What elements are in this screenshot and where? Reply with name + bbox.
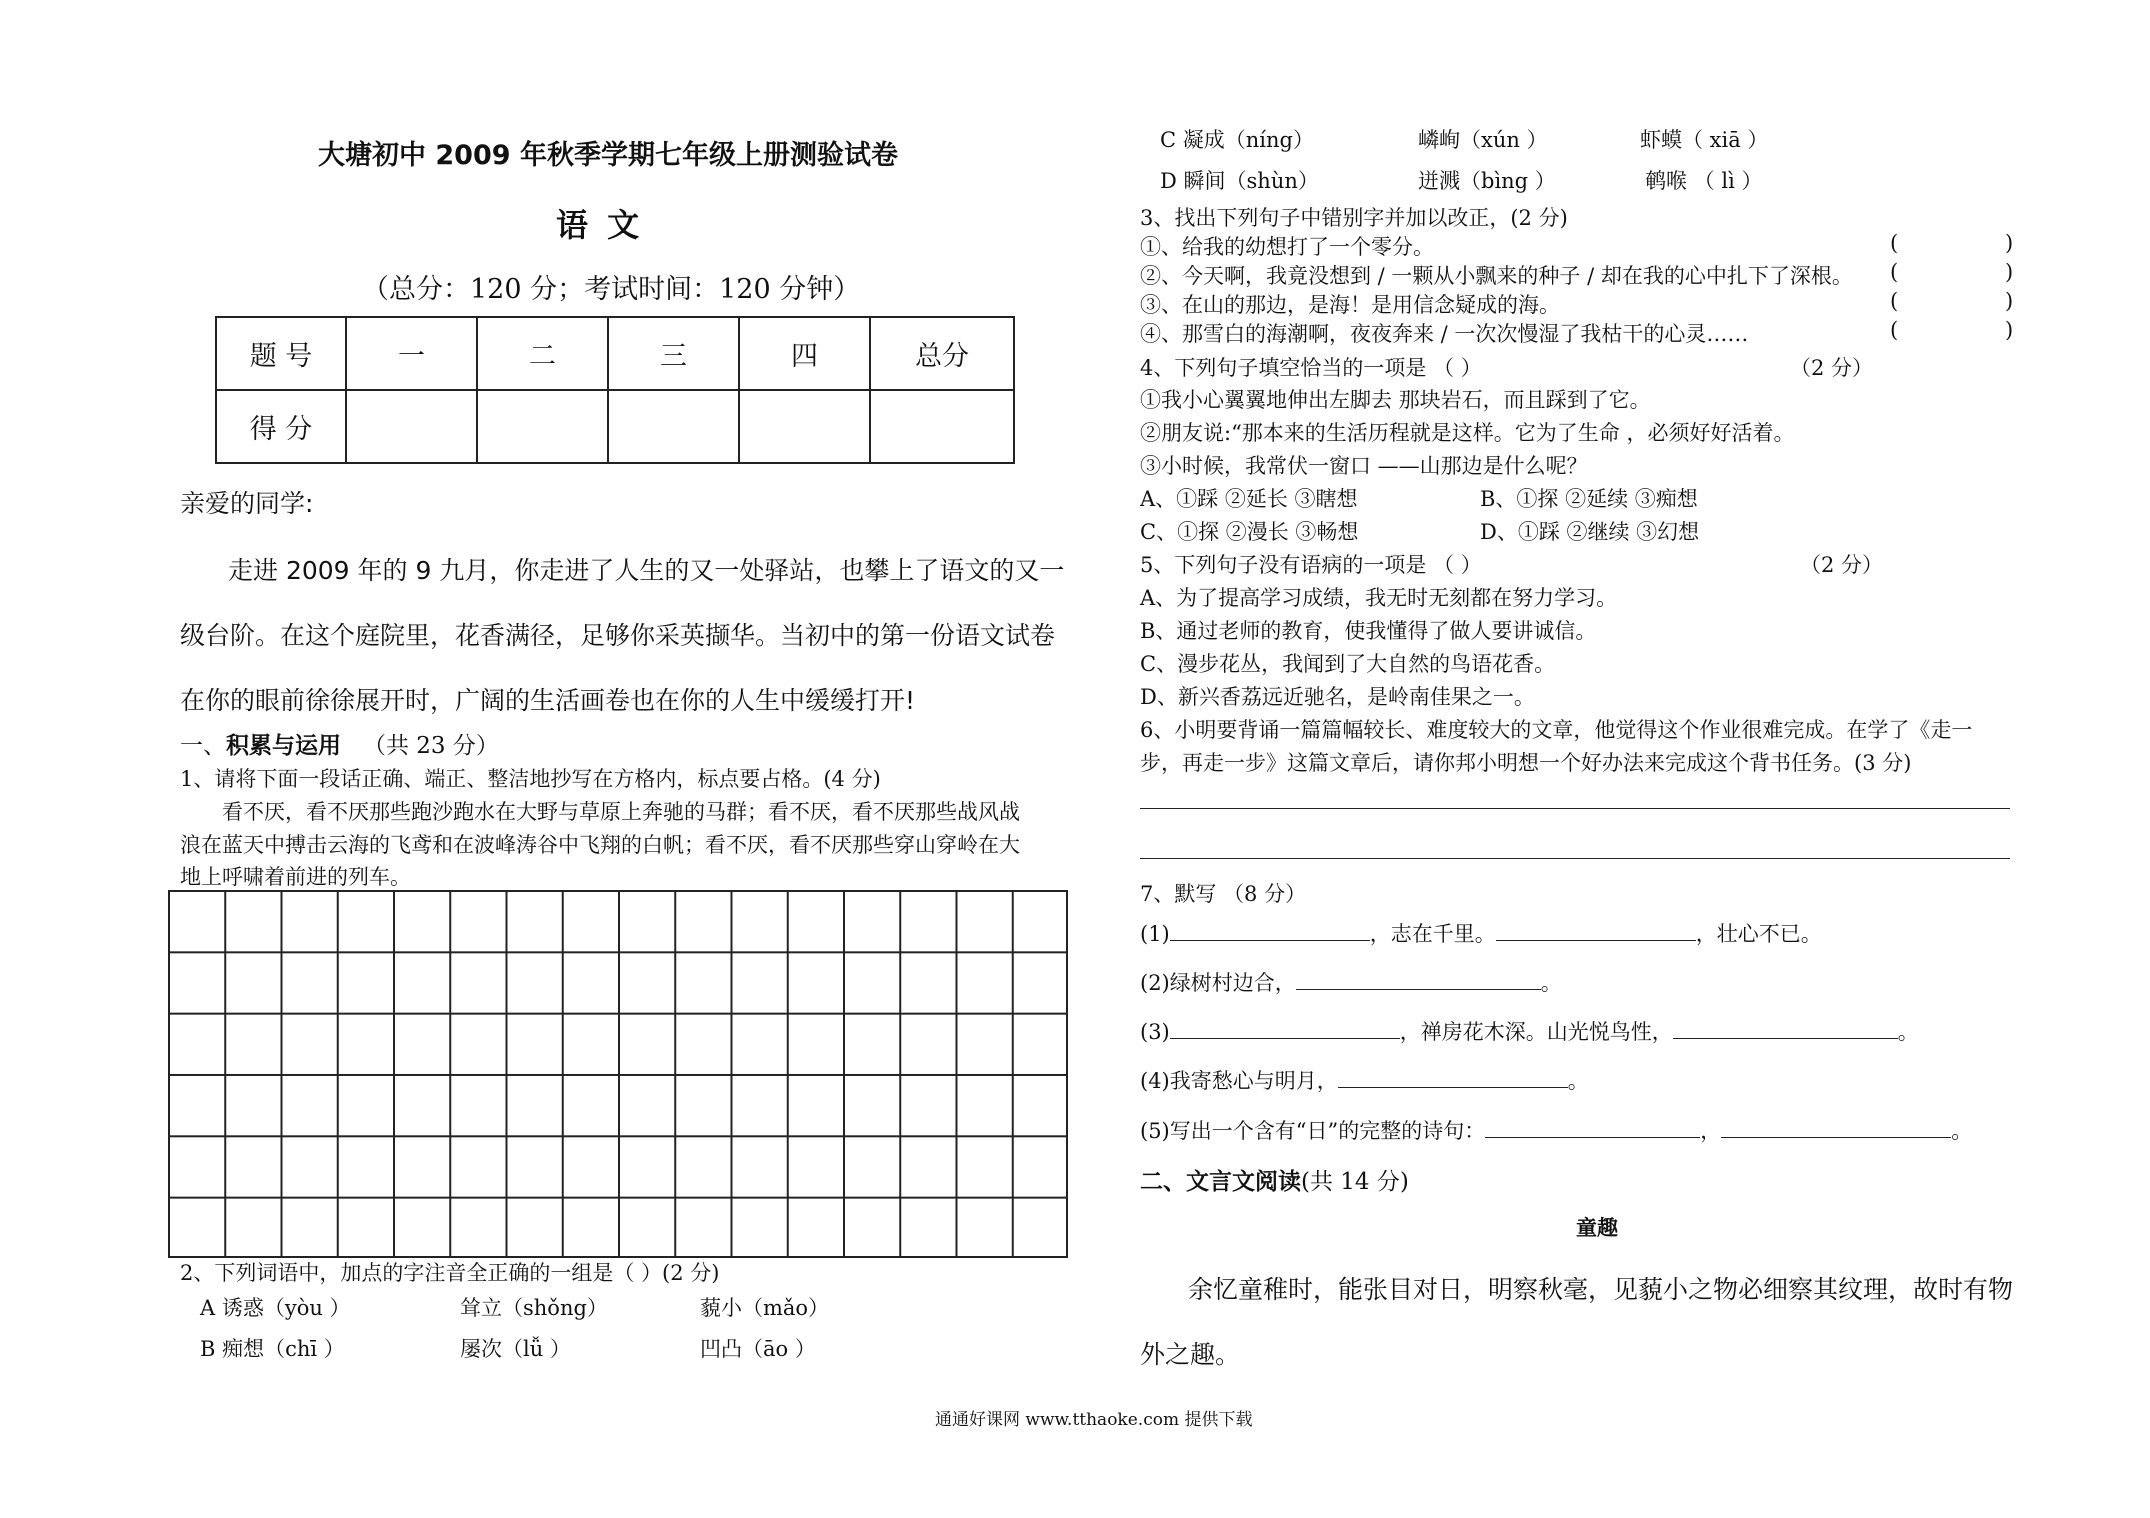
dictation-text: (5)写出一个含有“日”的完整的诗句： xyxy=(1140,1119,1486,1143)
option-item: B 痴想（chī ） xyxy=(200,1337,345,1361)
question-7-prompt: 7、默写 （8 分） xyxy=(1140,882,1307,906)
dictation-text: (4)我寄愁心与明月， xyxy=(1140,1069,1338,1093)
question-4-points: （2 分） xyxy=(1790,356,1874,380)
dictation-label: (3) xyxy=(1140,1020,1170,1044)
question-3-item: ④、那雪白的海潮啊，夜夜奔来 / 一次次慢湿了我枯干的心灵…… xyxy=(1140,322,1749,346)
dictation-line-3 xyxy=(1140,1016,1919,1046)
option-item: 虾蟆（ xiā ） xyxy=(1640,128,1769,152)
score-header-cell: 二 xyxy=(477,317,608,390)
dictation-blank[interactable] xyxy=(1338,1067,1568,1088)
intro-line: 在你的眼前徐徐展开时，广阔的生活画卷也在你的人生中缓缓打开! xyxy=(180,686,916,715)
question-1-text: 地上呼啸着前进的列车。 xyxy=(180,865,411,889)
dictation-text: ，禅房花木深。山光悦鸟性， xyxy=(1399,1020,1673,1044)
question-6-text: 6、小明要背诵一篇篇幅较长、难度较大的文章，他觉得这个作业很难完成。在学了《走一 xyxy=(1140,718,1973,742)
essay-paragraph: 余忆童稚时，能张目对日，明察秋毫，见藐小之物必细察其纹理，故时有物 xyxy=(1188,1275,2014,1304)
dictation-line-5 xyxy=(1140,1115,1972,1145)
option-item: B、①探 ②延续 ③痴想 xyxy=(1480,487,1698,511)
question-5-points: （2 分） xyxy=(1800,553,1884,577)
question-4-sentence: ③小时候，我常伏一窗口 ——山那边是什么呢？ xyxy=(1140,454,1588,478)
section-points: (共 14 分) xyxy=(1301,1169,1409,1195)
dictation-text: 。 xyxy=(1540,971,1562,995)
score-header-cell: 题 号 xyxy=(216,317,346,390)
question-3-item: ③、在山的那边，是海！是用信念疑成的海。 xyxy=(1140,293,1560,317)
dictation-text: (2)绿树村边合， xyxy=(1140,971,1296,995)
subject-title: 语 文 xyxy=(556,206,644,244)
dictation-text: ，志在千里。 xyxy=(1369,922,1496,946)
dictation-text: 。 xyxy=(1951,1119,1973,1143)
dictation-label: (1) xyxy=(1140,922,1170,946)
answer-paren-close: ) xyxy=(2005,289,2014,313)
question-1-text: 看不厌，看不厌那些跑沙跑水在大野与草原上奔驰的马群；看不厌，看不厌那些战风战 xyxy=(222,800,1020,824)
score-table-row xyxy=(216,390,1014,463)
dictation-blank[interactable] xyxy=(1721,1117,1951,1138)
score-header-cell: 三 xyxy=(608,317,739,390)
answer-paren-open: ( xyxy=(1890,231,1899,255)
answer-paren-close: ) xyxy=(2005,231,2014,255)
section-number: 一、 xyxy=(180,733,226,759)
essay-paragraph: 外之趣。 xyxy=(1140,1340,1241,1369)
dictation-line-2 xyxy=(1140,967,1562,997)
option-item: A 诱惑（yòu ） xyxy=(200,1296,351,1320)
option-item: 鹌喉 （ lì ） xyxy=(1645,169,1763,193)
dictation-line-4 xyxy=(1140,1065,1589,1095)
score-header-cell: 总分 xyxy=(870,317,1014,390)
dictation-text: 。 xyxy=(1897,1020,1919,1044)
intro-line: 级台阶。在这个庭院里，花香满径，足够你采英撷华。当初中的第一份语文试卷 xyxy=(180,621,1056,650)
score-cell xyxy=(870,390,1014,463)
section-title: 积累与运用 xyxy=(226,733,341,759)
score-header-cell: 一 xyxy=(346,317,477,390)
score-table xyxy=(215,316,1015,464)
question-3-item: ②、今天啊，我竟没想到 / 一颗从小飘来的种子 / 却在我的心中扎下了深根。 xyxy=(1140,264,1853,288)
option-item: D 瞬间（shùn） xyxy=(1160,169,1319,193)
option-item: A、为了提高学习成绩，我无时无刻都在努力学习。 xyxy=(1140,586,1618,610)
footer-credit: 通通好课网 www.tthaoke.com 提供下载 xyxy=(935,1410,1253,1430)
dictation-blank[interactable] xyxy=(1673,1018,1898,1039)
section-title: 二、文言文阅读 xyxy=(1140,1169,1301,1195)
score-cell xyxy=(346,390,477,463)
score-label-cell: 得 分 xyxy=(216,390,346,463)
intro-line: 走进 2009 年的 9 九月，你走进了人生的又一处驿站，也攀上了语文的又一 xyxy=(228,556,1065,585)
answer-paren-open: ( xyxy=(1890,318,1899,342)
dictation-line-1 xyxy=(1140,918,1822,948)
question-6-text: 步，再走一步》这篇文章后，请你邦小明想一个好办法来完成这个背书任务。(3 分) xyxy=(1140,751,1912,775)
dictation-blank[interactable] xyxy=(1485,1117,1700,1138)
question-5-prompt: 5、下列句子没有语病的一项是 （ ） xyxy=(1140,553,1482,577)
writing-grid[interactable] xyxy=(168,890,1068,1258)
answer-line[interactable] xyxy=(1140,808,2010,809)
question-3-item: ①、给我的幼想打了一个零分。 xyxy=(1140,235,1434,259)
section-points: （共 23 分） xyxy=(362,733,499,759)
greeting: 亲爱的同学: xyxy=(180,489,314,518)
question-1-prompt: 1、请将下面一段话正确、端正、整洁地抄写在方格内，标点要占格。(4 分) xyxy=(180,767,881,791)
exam-info: （总分：120 分；考试时间：120 分钟） xyxy=(362,274,861,305)
question-4-sentence: ②朋友说:“那本来的生活历程就是这样。它为了生命 ，必须好好活着。 xyxy=(1140,421,1795,445)
option-item: B、通过老师的教育，使我懂得了做人要讲诚信。 xyxy=(1140,619,1597,643)
question-4-prompt: 4、下列句子填空恰当的一项是 （ ） xyxy=(1140,356,1482,380)
option-item: A、①踩 ②延长 ③瞎想 xyxy=(1140,487,1358,511)
exam-title: 大塘初中 2009 年秋季学期七年级上册测验试卷 xyxy=(318,140,898,171)
option-item: C 凝成（níng） xyxy=(1160,128,1314,152)
answer-paren-close: ) xyxy=(2005,260,2014,284)
option-item: C、①探 ②漫长 ③畅想 xyxy=(1140,520,1359,544)
answer-paren-open: ( xyxy=(1890,289,1899,313)
option-item: 耸立（shǒng） xyxy=(460,1296,608,1320)
dictation-text: 。 xyxy=(1567,1069,1589,1093)
section-heading-2 xyxy=(1140,1163,1409,1196)
question-4-sentence: ①我小心翼翼地伸出左脚去 那块岩石，而且踩到了它。 xyxy=(1140,388,1651,412)
option-item: D、①踩 ②继续 ③幻想 xyxy=(1480,520,1700,544)
dictation-blank[interactable] xyxy=(1296,969,1541,990)
dictation-text: ， xyxy=(1700,1119,1722,1143)
score-table-row xyxy=(216,317,1014,390)
score-cell xyxy=(739,390,870,463)
question-3-prompt: 3、找出下列句子中错别字并加以改正，(2 分) xyxy=(1140,206,1568,230)
dictation-blank[interactable] xyxy=(1496,920,1696,941)
answer-paren-close: ) xyxy=(2005,318,2014,342)
option-item: 嶙峋（xún ） xyxy=(1418,128,1548,152)
option-item: 凹凸（āo ） xyxy=(700,1337,816,1361)
dictation-text: ，壮心不已。 xyxy=(1695,922,1822,946)
score-cell xyxy=(477,390,608,463)
option-item: D、新兴香荔远近驰名，是岭南佳果之一。 xyxy=(1140,685,1535,709)
dictation-blank[interactable] xyxy=(1170,920,1370,941)
score-header-cell: 四 xyxy=(739,317,870,390)
dictation-blank[interactable] xyxy=(1170,1018,1400,1039)
option-item: C、漫步花丛，我闻到了大自然的鸟语花香。 xyxy=(1140,652,1556,676)
answer-line[interactable] xyxy=(1140,858,2010,859)
option-item: 藐小（mǎo） xyxy=(700,1296,830,1320)
option-item: 迸溅（bìng ） xyxy=(1418,169,1556,193)
essay-title: 童趣 xyxy=(1576,1216,1618,1240)
option-item: 屡次（lǚ ） xyxy=(460,1337,571,1361)
answer-paren-open: ( xyxy=(1890,260,1899,284)
section-heading-1 xyxy=(180,727,499,760)
question-1-text: 浪在蓝天中搏击云海的飞鸢和在波峰涛谷中飞翔的白帆；看不厌，看不厌那些穿山穿岭在大 xyxy=(180,833,1020,857)
question-2-prompt: 2、下列词语中，加点的字注音全正确的一组是（ ）(2 分) xyxy=(180,1261,720,1285)
score-cell xyxy=(608,390,739,463)
